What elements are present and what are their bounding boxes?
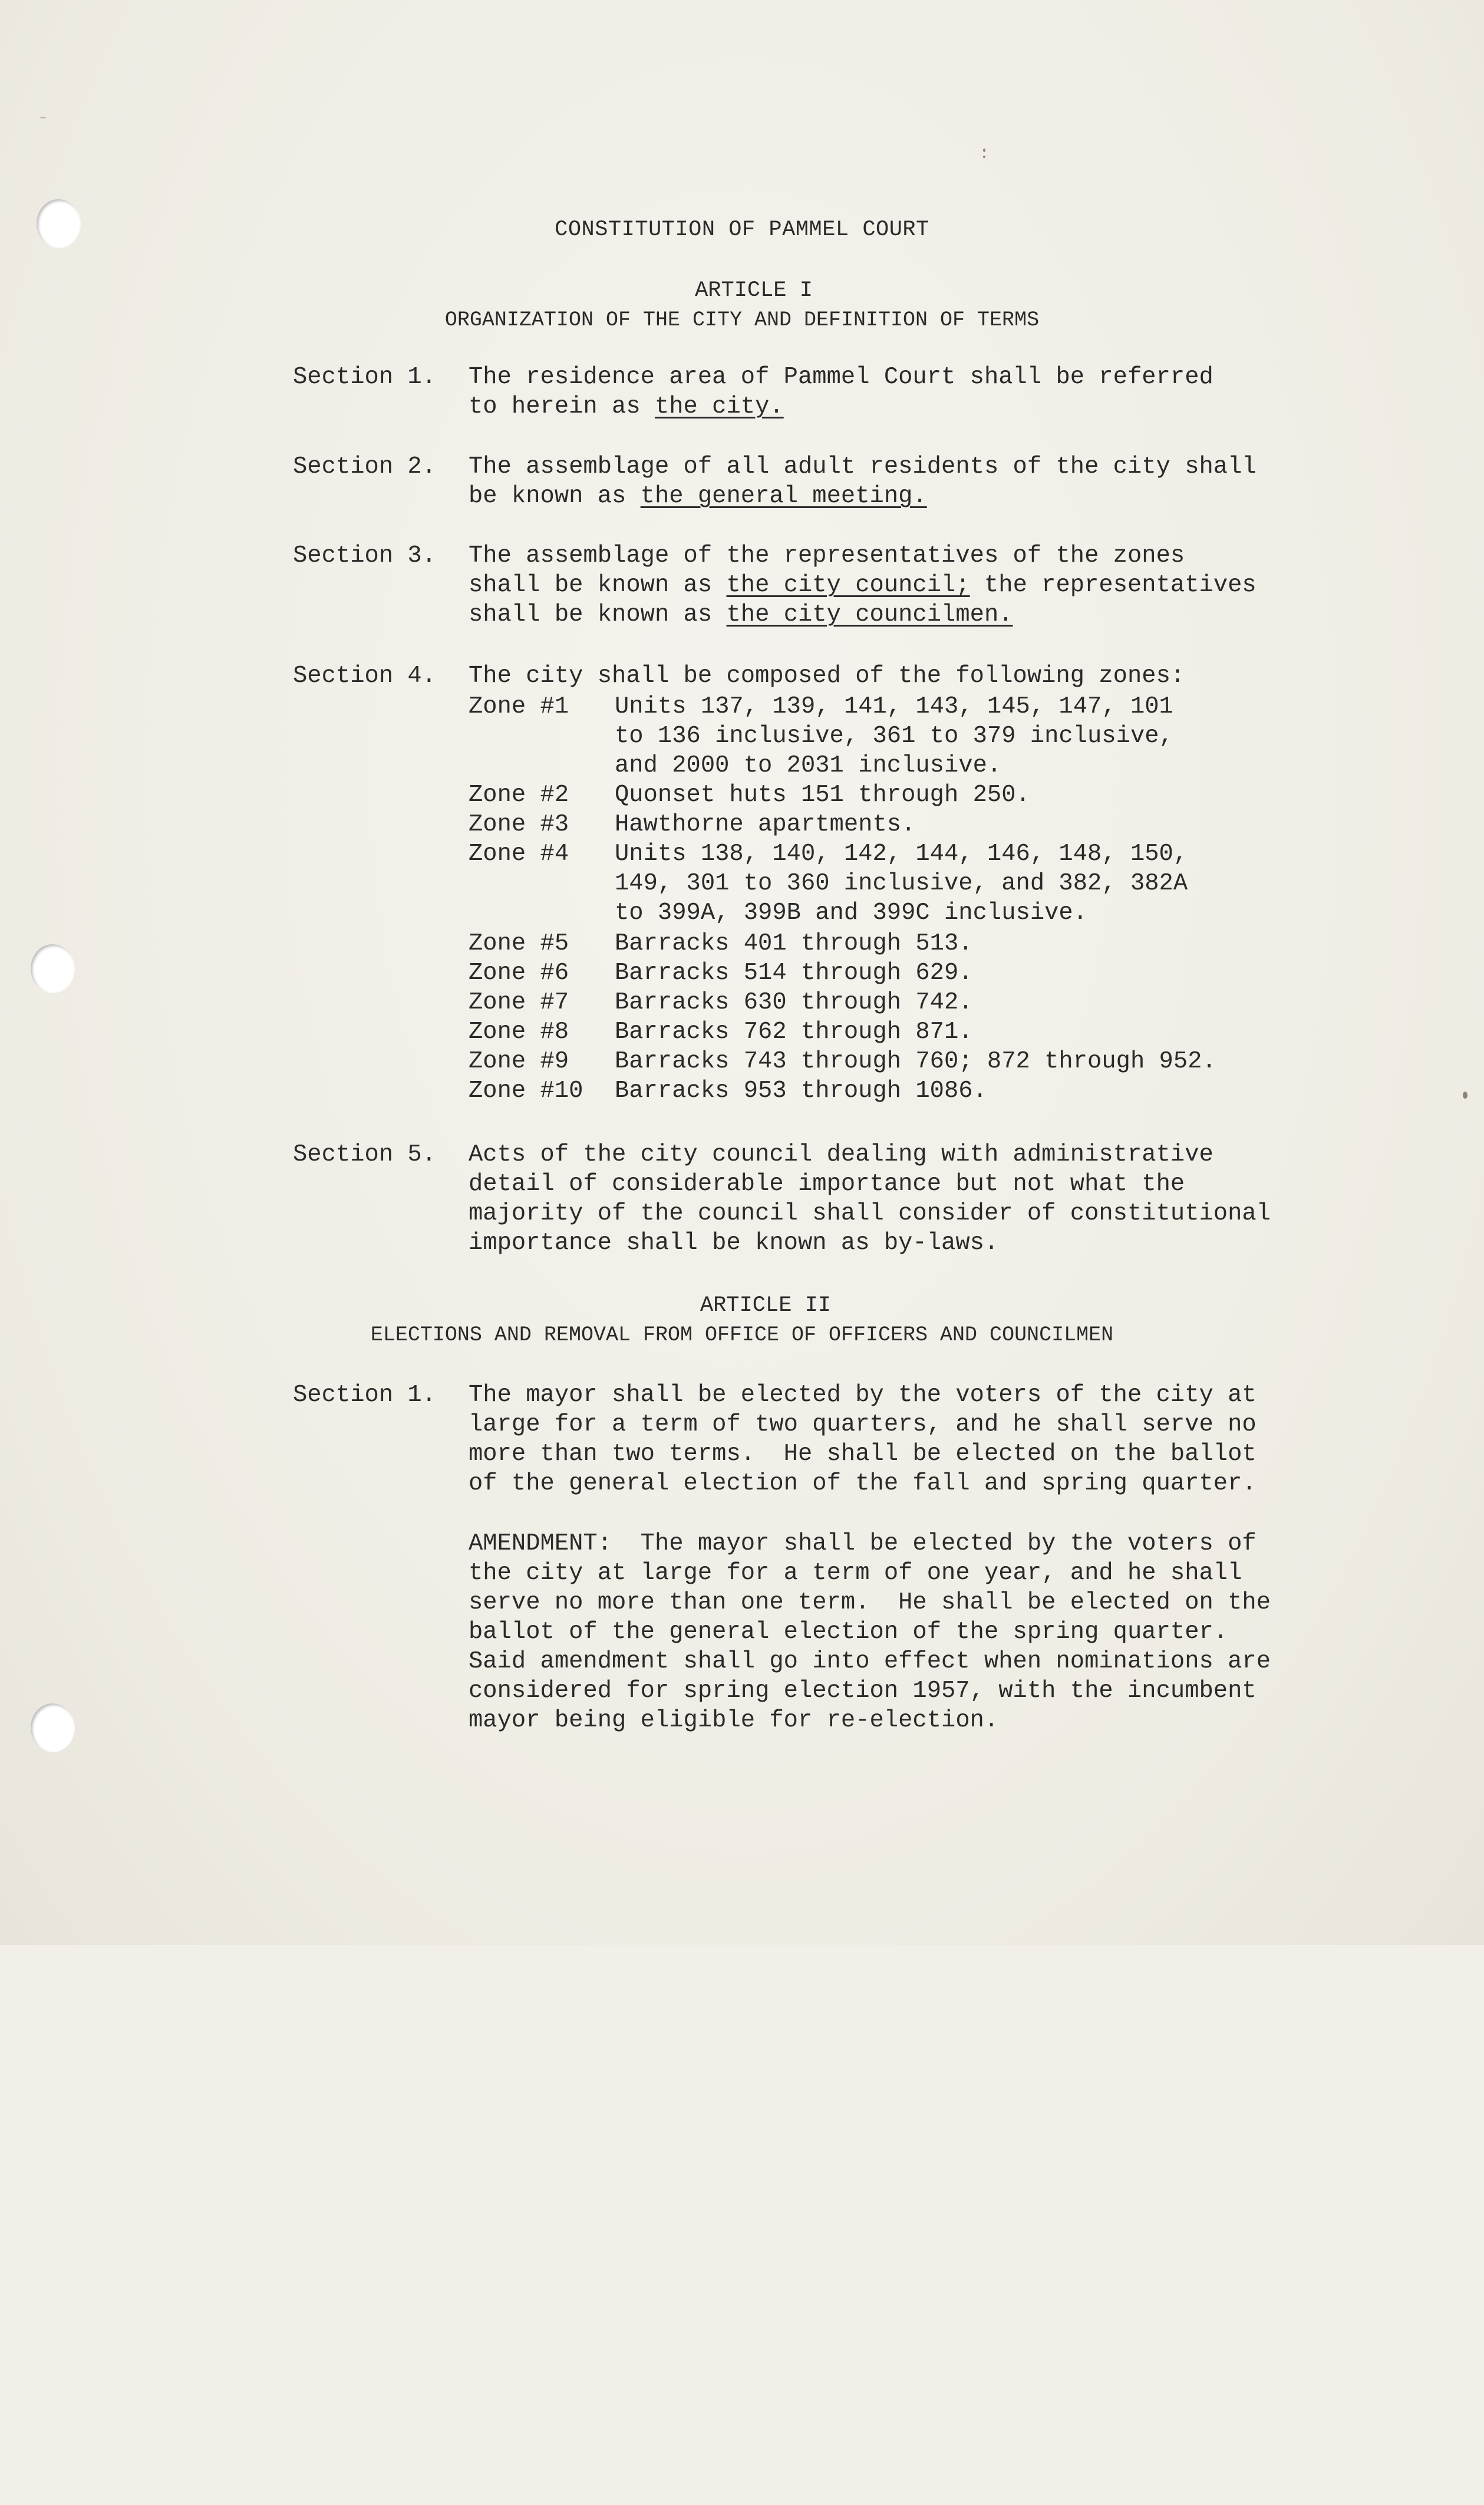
article-1-section-1-label: Section 1. xyxy=(293,364,437,391)
zone-description: and 2000 to 2031 inclusive. xyxy=(615,752,1002,779)
amendment-line: ballot of the general election of the spring quarter. xyxy=(469,1619,1228,1646)
article-1-section-3-line xyxy=(469,600,1013,629)
article-1-section-2-label: Section 2. xyxy=(293,453,437,480)
zone-description: to 399A, 399B and 399C inclusive. xyxy=(615,899,1088,927)
defined-term: the general meeting. xyxy=(640,483,927,510)
zone-label: Zone #9 xyxy=(469,1048,569,1075)
defined-term: the city council; xyxy=(726,572,970,599)
article-1-number: ARTICLE I xyxy=(695,278,813,303)
zone-description: Barracks 630 through 742. xyxy=(615,989,973,1016)
article-1-section-3-label: Section 3. xyxy=(293,542,437,569)
zone-label: Zone #6 xyxy=(469,960,569,987)
article-2-section-1-line: more than two terms. He shall be elected on the ballot xyxy=(469,1441,1257,1468)
zone-description: Hawthorne apartments. xyxy=(615,811,916,838)
amendment-line: the city at large for a term of one year, and he shall xyxy=(469,1560,1242,1587)
text-fragment: shall be known as xyxy=(469,601,727,628)
article-2-section-1-line: The mayor shall be elected by the voters of the city at xyxy=(469,1382,1257,1409)
zone-description: Units 138, 140, 142, 144, 146, 148, 150, xyxy=(615,841,1188,868)
article-1-section-1-line: The residence area of Pammel Court shall be referred xyxy=(469,364,1213,391)
article-1-section-3-line xyxy=(469,571,1257,600)
article-2-section-1-line: large for a term of two quarters, and he shall serve no xyxy=(469,1411,1257,1438)
article-1-heading: ORGANIZATION OF THE CITY AND DEFINITION OF TERMS xyxy=(444,308,1040,332)
zone-description: Barracks 762 through 871. xyxy=(615,1019,973,1046)
text-fragment: to herein as xyxy=(469,393,655,420)
text-fragment: the representatives xyxy=(969,572,1257,599)
zone-description: Barracks 743 through 760; 872 through 952. xyxy=(615,1048,1216,1075)
article-1-section-5-line: detail of considerable importance but not what the xyxy=(469,1171,1185,1198)
article-1-section-2-line xyxy=(469,482,927,511)
amendment-line: serve no more than one term. He shall be elected on the xyxy=(469,1589,1271,1616)
zone-label: Zone #2 xyxy=(469,782,569,809)
article-1-section-3-line: The assemblage of the representatives of the zones xyxy=(469,542,1185,569)
zone-label: Zone #1 xyxy=(469,693,569,720)
zone-label: Zone #5 xyxy=(469,930,569,957)
text-fragment: be known as xyxy=(469,483,641,510)
zone-description: Units 137, 139, 141, 143, 145, 147, 101 xyxy=(615,693,1173,720)
article-2-section-1-line: of the general election of the fall and spring quarter. xyxy=(469,1470,1257,1497)
article-1-section-5-line: majority of the council shall consider of constitutional xyxy=(469,1200,1271,1227)
amendment-line: Said amendment shall go into effect when nominations are xyxy=(469,1648,1271,1675)
zone-label: Zone #4 xyxy=(469,841,569,868)
text-fragment: shall be known as xyxy=(469,572,727,599)
article-1-section-2-line: The assemblage of all adult residents of the city shall xyxy=(469,453,1257,480)
defined-term: the city councilmen. xyxy=(726,601,1013,628)
article-1-section-5-label: Section 5. xyxy=(293,1141,437,1168)
article-2-heading: ELECTIONS AND REMOVAL FROM OFFICE OF OFFICERS AND COUNCILMEN xyxy=(370,1323,1114,1347)
article-2-number: ARTICLE II xyxy=(700,1293,832,1318)
zone-description: Barracks 953 through 1086. xyxy=(615,1077,987,1105)
article-1-section-5-line: Acts of the city council dealing with administrative xyxy=(469,1141,1213,1168)
zone-description: Barracks 401 through 513. xyxy=(615,930,973,957)
zone-label: Zone #10 xyxy=(469,1077,583,1105)
amendment-line: AMENDMENT: The mayor shall be elected by the voters of xyxy=(469,1530,1257,1557)
article-1-section-5-line: importance shall be known as by-laws. xyxy=(469,1230,999,1257)
amendment-line: mayor being eligible for re-election. xyxy=(469,1707,999,1734)
defined-term: the city. xyxy=(654,393,784,420)
amendment-line: considered for spring election 1957, with the incumbent xyxy=(469,1677,1257,1705)
zone-description: Barracks 514 through 629. xyxy=(615,960,973,987)
zone-description: 149, 301 to 360 inclusive, and 382, 382A xyxy=(615,870,1188,897)
document-title: CONSTITUTION OF PAMMEL COURT xyxy=(555,217,929,242)
zone-description: to 136 inclusive, 361 to 379 inclusive, xyxy=(615,723,1173,750)
article-2-section-1-label: Section 1. xyxy=(293,1382,437,1409)
zone-label: Zone #8 xyxy=(469,1019,569,1046)
article-1-section-4-label: Section 4. xyxy=(293,662,437,690)
article-1-section-1-line xyxy=(469,392,784,421)
zone-label: Zone #3 xyxy=(469,811,569,838)
zone-description: Quonset huts 151 through 250. xyxy=(615,782,1030,809)
article-1-section-4-intro: The city shall be composed of the following zones: xyxy=(469,662,1185,690)
zone-label: Zone #7 xyxy=(469,989,569,1016)
